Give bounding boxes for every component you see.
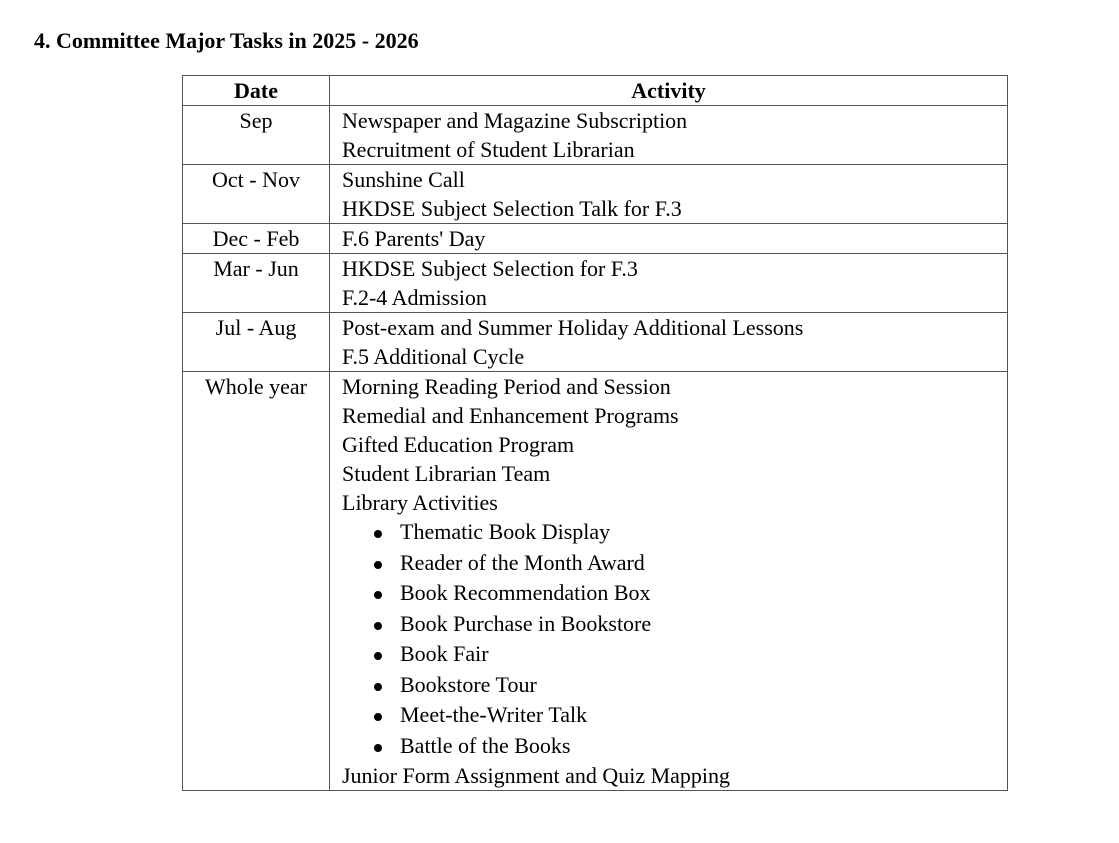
date-cell: Whole year <box>183 372 330 791</box>
bullet-icon <box>374 530 382 538</box>
table-row <box>183 254 1008 313</box>
tasks-table <box>182 75 1008 791</box>
activity-item: F.2-4 Admission <box>342 285 487 310</box>
library-activity-label: Reader of the Month Award <box>400 549 645 575</box>
library-activity-label: Meet-the-Writer Talk <box>400 702 588 727</box>
bullet-icon <box>374 652 382 660</box>
bullet-icon <box>374 683 382 691</box>
activity-item: Junior Form Assignment and Quiz Mapping <box>342 763 731 788</box>
activity-item: Library Activities <box>342 490 498 515</box>
activity-item: HKDSE Subject Selection Talk for F.3 <box>342 196 682 221</box>
activity-item: Newspaper and Magazine Subscription <box>342 108 688 133</box>
activity-cell <box>330 372 1008 791</box>
table-row <box>183 106 1008 165</box>
activity-item: Morning Reading Period and Session <box>342 374 671 399</box>
library-activity-label: Battle of the Books <box>400 732 571 758</box>
activity-item: Sunshine Call <box>342 167 465 192</box>
library-activity-label: Book Recommendation Box <box>400 580 651 605</box>
library-activity-item <box>342 731 1007 762</box>
date-cell: Mar - Jun <box>183 254 330 313</box>
activity-item: Remedial and Enhancement Programs <box>342 403 679 428</box>
activity-item: Gifted Education Program <box>342 432 575 457</box>
activity-item: F.6 Parents' Day <box>342 226 486 251</box>
date-cell: Dec - Feb <box>183 224 330 254</box>
activity-cell <box>330 313 1008 372</box>
activity-item: Recruitment of Student Librarian <box>342 137 635 162</box>
header-activity: Activity <box>330 76 1008 106</box>
bullet-icon <box>374 591 382 599</box>
activity-item: HKDSE Subject Selection for F.3 <box>342 256 638 281</box>
library-activity-item <box>342 548 1007 579</box>
date-cell: Sep <box>183 106 330 165</box>
bullet-icon <box>374 713 382 721</box>
date-cell: Oct - Nov <box>183 165 330 224</box>
section-heading: 4. Committee Major Tasks in 2025 - 2026 <box>34 28 419 53</box>
activity-item: F.5 Additional Cycle <box>342 344 525 369</box>
library-activity-label: Book Fair <box>400 641 489 666</box>
library-activity-item <box>342 578 1007 609</box>
table-row <box>183 224 1008 254</box>
activity-item: Post-exam and Summer Holiday Additional Lessons <box>342 315 804 340</box>
table-header-row <box>183 76 1008 106</box>
activity-cell <box>330 106 1008 165</box>
table-row <box>183 165 1008 224</box>
library-activity-item <box>342 700 1007 731</box>
library-activity-item <box>342 609 1007 640</box>
library-activity-item <box>342 670 1007 701</box>
bullet-icon <box>374 744 382 752</box>
library-activity-label: Book Purchase in Bookstore <box>400 610 652 636</box>
library-activity-label: Thematic Book Display <box>400 519 611 544</box>
table-row <box>183 372 1008 791</box>
date-cell: Jul - Aug <box>183 313 330 372</box>
activity-cell <box>330 165 1008 224</box>
header-date: Date <box>183 76 330 106</box>
table-row <box>183 313 1008 372</box>
bullet-icon <box>374 561 382 569</box>
activity-cell <box>330 224 1008 254</box>
library-activity-item <box>342 639 1007 670</box>
library-activity-label: Bookstore Tour <box>400 671 537 697</box>
bullet-icon <box>374 622 382 630</box>
activity-cell <box>330 254 1008 313</box>
activity-item: Student Librarian Team <box>342 461 551 486</box>
library-activity-item <box>342 517 1007 548</box>
